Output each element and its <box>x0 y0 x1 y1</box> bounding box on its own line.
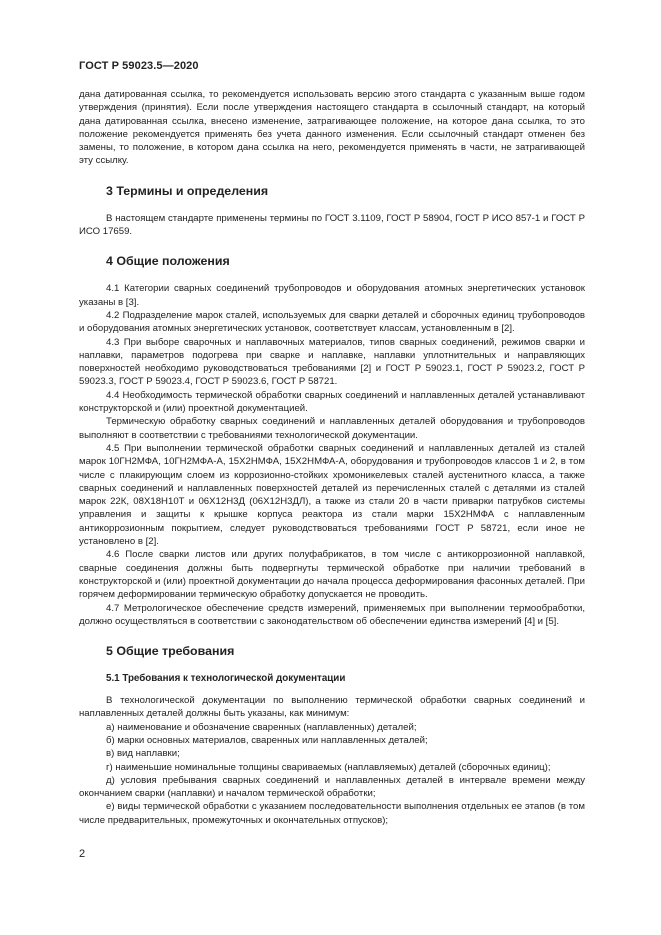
clause-4-4-continuation: Термическую обработку сварных соединений и наплавленных деталей оборудования и трубопроводов выполняют в соответствии с требованиями технологической документации. <box>79 416 585 441</box>
clause-4-2: 4.2 Подразделение марок сталей, используемых для сварки деталей и сборочных единиц трубопроводов и оборудования атомных энергетических установок, соответствует классам, установленным в [2]. <box>79 309 585 335</box>
list-item-d: д) условия пребывания сварных соединений и наплавленных деталей в интервале времени между окончанием сварки (наплавки) и началом термической обработки; <box>79 774 585 800</box>
clause-4-3: 4.3 При выборе сварочных и наплавочных материалов, типов сварных соединений, режимов сварки и наплавки, параметров подогрева при сварке и наплавке, наплавки уплотнительных и направляющих поверхностей необходимо руководствоваться требованиями [2] и ГОСТ Р 59023.1, ГОСТ Р 59023.2, ГОСТ Р 59023.3, ГОСТ Р 59023.4, ГОСТ Р 59023.6, ГОСТ Р 58721. <box>79 336 585 388</box>
clause-4-5: 4.5 При выполнении термической обработки сварных соединений и наплавленных деталей из сталей марок 10ГН2МФА, 10ГН2МФА-А, 15Х2НМФА, 15Х2НМФА-А, оборудования и трубопроводов классов 1 и 2, в том числе с плакирующим слоем из коррозионно-стойких хромоникелевых сталей аустенитного класса, а также сварных соединений и наплавленных поверхностей деталей из перечисленных сталей с деталями из сталей марок 22К, 08Х18Н10Т и 06Х12Н3Д (06Х12Н3ДЛ), а также из стали 20 в части приварки патрубков системы управления и защиты к крышке корпуса реактора из стали марки 15Х2НМФА с наплавленным антикоррозионным покрытием, следует руководствоваться требованиями ГОСТ Р 58721, если иное не установлено в [2]. <box>79 442 585 548</box>
clause-4-4: 4.4 Необходимость термической обработки сварных соединений и наплавленных деталей устанавливают конструкторской и (или) проектной документацией. <box>79 389 585 415</box>
section-5-title: 5 Общие требования <box>106 644 235 659</box>
subsection-5-1-title: 5.1 Требования к технологической документации <box>106 673 346 685</box>
list-item-g: г) наименьшие номинальные толщины свариваемых (наплавляемых) деталей (сборочных единиц); <box>106 761 551 773</box>
section-4-title: 4 Общие положения <box>106 254 230 269</box>
clause-4-6: 4.6 После сварки листов или других полуфабрикатов, в том числе с антикоррозионной наплавкой, сварные соединения должны быть подвергнуты термической обработке при наличии требований в конструкторской и (или) проектной документации до начала процесса деформирования фасонных деталей. При горячем деформировании термическую обработку допускается не проводить. <box>79 549 585 601</box>
list-item-a: а) наименование и обозначение сваренных (наплавленных) деталей; <box>106 721 417 733</box>
section-3-paragraph: В настоящем стандарте применены термины по ГОСТ 3.1109, ГОСТ Р 58904, ГОСТ Р ИСО 857-1 и ГОСТ Р ИСО 17659. <box>79 212 585 238</box>
list-item-v: в) вид наплавки; <box>106 748 180 760</box>
page-number: 2 <box>79 848 86 860</box>
section-3-title: 3 Термины и определения <box>106 183 269 198</box>
document-body <box>79 88 585 827</box>
list-item-b: б) марки основных материалов, сваренных или наплавленных деталей; <box>106 734 428 746</box>
clause-4-7: 4.7 Метрологическое обеспечение средств измерений, применяемых при выполнении термообработки, должно осуществляться в соответствии с законодательством об обеспечении единства измерений [4] и [5]. <box>79 602 585 627</box>
list-item-e: е) виды термической обработки с указанием последовательности выполнения отдельных ее этапов (в том числе предварительных, промежуточных и окончательных отпусков); <box>79 801 585 826</box>
subsection-5-1-intro: В технологической документации по выполнению термической обработки сварных соединений и наплавленных деталей должны быть указаны, как минимум: <box>79 695 585 720</box>
clause-4-1: 4.1 Категории сварных соединений трубопроводов и оборудования атомных энергетических установок указаны в [3]. <box>79 283 585 308</box>
document-header: ГОСТ Р 59023.5—2020 <box>79 60 199 72</box>
intro-paragraph: дана датированная ссылка, то рекомендуется использовать версию этого стандарта с указанным выше годом утверждения (принятия). Если после утверждения настоящего стандарта в ссылочный стандарт, на который дана датированная ссылка, внесено изменение, затрагивающее положение, на которое дана ссылка, то это положение рекомендуется применять без учета данного изменения. Если ссылочный стандарт отменен без замены, то положение, в котором дана ссылка на него, рекомендуется применять в части, не затрагивающей эту ссылку. <box>79 89 585 167</box>
